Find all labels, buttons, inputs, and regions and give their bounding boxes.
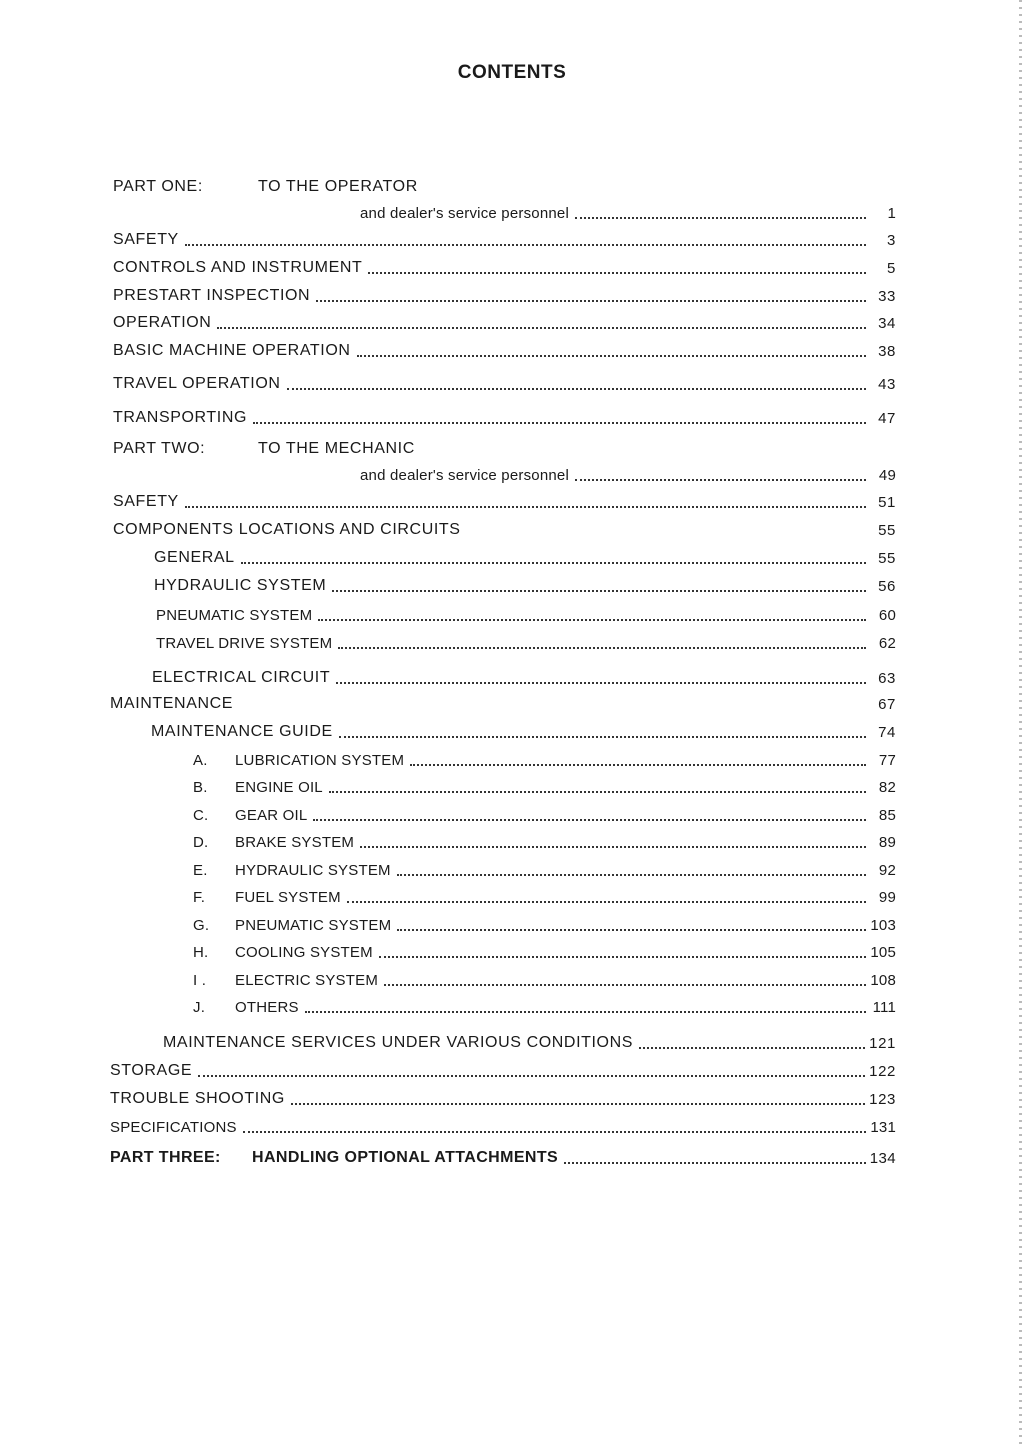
toc-entry-label: MAINTENANCE SERVICES UNDER VARIOUS CONDITIONS — [163, 1034, 634, 1051]
toc-entry-label: BASIC MACHINE OPERATION — [113, 342, 351, 359]
dot-leader — [384, 984, 866, 986]
toc-entry-brake-system[interactable] — [193, 829, 896, 851]
toc-page-number: 134 — [869, 1150, 896, 1167]
toc-entry-safety-mechanic[interactable] — [113, 489, 896, 511]
toc-page-number: 55 — [878, 550, 896, 567]
toc-entry-label: SAFETY — [113, 231, 179, 248]
toc-page-number: 56 — [878, 578, 896, 595]
toc-entry-label: STORAGE — [110, 1062, 193, 1079]
toc-entry-label: COMPONENTS LOCATIONS AND CIRCUITS — [113, 521, 461, 538]
toc-entry-prestart[interactable] — [113, 283, 896, 305]
toc-entry-letter: I . — [193, 972, 207, 989]
toc-page-number: 43 — [878, 376, 896, 393]
dot-leader — [318, 619, 866, 621]
dot-leader — [329, 791, 866, 793]
toc-entry-electric-system[interactable] — [193, 967, 896, 989]
toc-entry-label: BRAKE SYSTEM — [235, 834, 355, 851]
toc-entry-letter: G. — [193, 917, 210, 934]
dot-leader — [339, 736, 866, 738]
dot-leader — [338, 647, 866, 649]
toc-entry-label: ELECTRIC SYSTEM — [235, 972, 379, 989]
toc-entry-label: TRAVEL OPERATION — [113, 375, 281, 392]
toc-entry-label: COOLING SYSTEM — [235, 944, 373, 961]
toc-entry-fuel-system[interactable] — [193, 884, 896, 906]
toc-entry-controls[interactable] — [113, 255, 896, 277]
toc-entry-maintenance-services[interactable] — [163, 1030, 896, 1052]
toc-entry-label: TROUBLE SHOOTING — [110, 1090, 285, 1107]
toc-page-number: 123 — [869, 1091, 896, 1108]
toc-page-number: 49 — [878, 467, 896, 484]
toc-page-number: 131 — [870, 1119, 896, 1136]
toc-entry-label: PNEUMATIC SYSTEM — [235, 917, 392, 934]
toc-entry-label: PNEUMATIC SYSTEM — [156, 607, 313, 624]
toc-entry-pneumatic-system[interactable] — [156, 602, 896, 624]
toc-entry-label: GEAR OIL — [235, 807, 308, 824]
toc-page-number: 74 — [878, 724, 896, 741]
toc-entry-electrical-circuit[interactable] — [152, 665, 896, 687]
toc-page-number: 89 — [878, 834, 896, 851]
toc-entry-label: and dealer's service personnel — [360, 467, 569, 484]
toc-entry-label: MAINTENANCE — [110, 695, 234, 712]
toc-entry-letter: A. — [193, 752, 208, 769]
dot-leader — [379, 956, 866, 958]
toc-entry-letter: C. — [193, 807, 209, 824]
toc-page-number: 5 — [887, 260, 896, 277]
dot-leader — [564, 1162, 866, 1164]
dot-leader — [575, 217, 866, 219]
dot-leader — [198, 1075, 865, 1077]
toc-entry-pneumatic-maint[interactable] — [193, 912, 896, 934]
toc-entry-label: FUEL SYSTEM — [235, 889, 341, 906]
toc-entry-label: MAINTENANCE GUIDE — [151, 723, 333, 740]
toc-entry-label: OTHERS — [235, 999, 299, 1016]
part-two-title: TO THE MECHANIC — [258, 440, 415, 457]
toc-entry-letter: D. — [193, 834, 209, 851]
part-three-title: HANDLING OPTIONAL ATTACHMENTS — [252, 1149, 559, 1166]
toc-page-number: 82 — [878, 779, 896, 796]
part-one-title: TO THE OPERATOR — [258, 178, 418, 195]
toc-entry-trouble-shooting[interactable] — [110, 1086, 896, 1108]
toc-entry-letter: J. — [193, 999, 206, 1016]
toc-entry-letter: H. — [193, 944, 209, 961]
toc-page-number: 47 — [878, 410, 896, 427]
toc-entry-part-two[interactable] — [360, 462, 896, 484]
toc-entry-label: GENERAL — [154, 549, 235, 566]
toc-page-number: 34 — [878, 315, 896, 332]
dot-leader — [347, 901, 866, 903]
dot-leader — [410, 764, 866, 766]
dot-leader — [291, 1103, 865, 1105]
toc-entry-part-one[interactable] — [360, 200, 896, 222]
part-one-label: PART ONE: — [113, 178, 203, 195]
toc-entry-operation[interactable] — [113, 310, 896, 332]
toc-page-number: 122 — [869, 1063, 896, 1080]
dot-leader — [639, 1047, 865, 1049]
dot-leader — [305, 1011, 866, 1013]
toc-page-number: 67 — [878, 696, 896, 713]
toc-entry-label: HYDRAULIC SYSTEM — [235, 862, 391, 879]
dot-leader — [217, 327, 866, 329]
toc-page-number: 1 — [887, 205, 896, 222]
toc-page-number: 60 — [878, 607, 896, 624]
toc-entry-label: TRANSPORTING — [113, 409, 248, 426]
dot-leader — [253, 422, 866, 424]
part-three-label: PART THREE: — [110, 1149, 221, 1166]
toc-page-number: 63 — [878, 670, 896, 687]
dot-leader — [287, 388, 866, 390]
toc-page-number: 92 — [878, 862, 896, 879]
dot-leader — [243, 1131, 866, 1133]
toc-entry-label: ELECTRICAL CIRCUIT — [152, 669, 331, 686]
toc-entry-general[interactable] — [154, 545, 896, 567]
toc-page-number: 121 — [869, 1035, 896, 1052]
toc-entry-lubrication[interactable] — [193, 747, 896, 769]
dot-leader — [467, 534, 866, 536]
toc-entry-label: CONTROLS AND INSTRUMENT — [113, 259, 363, 276]
toc-entry-label: HYDRAULIC SYSTEM — [154, 577, 327, 594]
dot-leader — [360, 846, 866, 848]
dot-leader — [185, 506, 866, 508]
dot-leader — [357, 355, 866, 357]
toc-entry-travel-drive[interactable] — [156, 630, 896, 652]
toc-entry-storage[interactable] — [110, 1058, 896, 1080]
dot-leader — [313, 819, 866, 821]
dot-leader — [332, 590, 866, 592]
scan-edge-mark — [1019, 0, 1022, 1448]
part-two-heading — [113, 440, 415, 458]
toc-entry-label: SAFETY — [113, 493, 179, 510]
part-two-label: PART TWO: — [113, 440, 206, 457]
toc-entry-cooling-system[interactable] — [193, 939, 896, 961]
toc-entry-engine-oil[interactable] — [193, 774, 896, 796]
toc-page-number: 62 — [878, 635, 896, 652]
toc-entry-label: LUBRICATION SYSTEM — [235, 752, 405, 769]
toc-entry-maintenance[interactable] — [110, 691, 896, 713]
toc-page-number: 111 — [872, 999, 896, 1016]
toc-page-number: 105 — [870, 944, 896, 961]
toc-entry-letter: B. — [193, 779, 208, 796]
page-title: CONTENTS — [457, 62, 567, 83]
toc-entry-gear-oil[interactable] — [193, 802, 896, 824]
toc-page-number: 108 — [870, 972, 896, 989]
toc-page-number: 99 — [878, 889, 896, 906]
dot-leader — [241, 562, 866, 564]
toc-entry-label: SPECIFICATIONS — [110, 1119, 237, 1136]
toc-entry-label: OPERATION — [113, 314, 212, 331]
toc-entry-specifications[interactable] — [110, 1114, 896, 1136]
toc-entry-label: TRAVEL DRIVE SYSTEM — [156, 635, 333, 652]
toc-entry-hydraulic-system[interactable] — [154, 573, 896, 595]
toc-entry-safety[interactable] — [113, 227, 896, 249]
part-one-heading — [113, 178, 418, 196]
dot-leader — [239, 708, 866, 710]
dot-leader — [368, 272, 866, 274]
toc-entry-maintenance-guide[interactable] — [151, 719, 896, 741]
toc-entry-letter: E. — [193, 862, 208, 879]
toc-page-number: 51 — [878, 494, 896, 511]
dot-leader — [185, 244, 866, 246]
toc-entry-part-three[interactable] — [110, 1145, 896, 1167]
toc-entry-basic-machine[interactable] — [113, 338, 896, 360]
toc-page-number: 55 — [878, 522, 896, 539]
toc-entry-components[interactable] — [113, 517, 896, 539]
toc-entry-others[interactable] — [193, 994, 896, 1016]
toc-page-number: 38 — [878, 343, 896, 360]
toc-entry-travel-operation[interactable] — [113, 371, 896, 393]
toc-entry-label: ENGINE OIL — [235, 779, 323, 796]
toc-page-number: 103 — [870, 917, 896, 934]
toc-page-number: 33 — [878, 288, 896, 305]
toc-page-number: 77 — [878, 752, 896, 769]
dot-leader — [575, 479, 866, 481]
toc-entry-transporting[interactable] — [113, 405, 896, 427]
dot-leader — [397, 929, 866, 931]
toc-entry-label: PRESTART INSPECTION — [113, 287, 311, 304]
dot-leader — [336, 682, 866, 684]
dot-leader — [397, 874, 866, 876]
toc-page-number: 85 — [878, 807, 896, 824]
toc-entry-label: and dealer's service personnel — [360, 205, 569, 222]
toc-page-number: 3 — [887, 232, 896, 249]
toc-entry-letter: F. — [193, 889, 206, 906]
toc-entry-hydraulic-maint[interactable] — [193, 857, 896, 879]
dot-leader — [316, 300, 866, 302]
